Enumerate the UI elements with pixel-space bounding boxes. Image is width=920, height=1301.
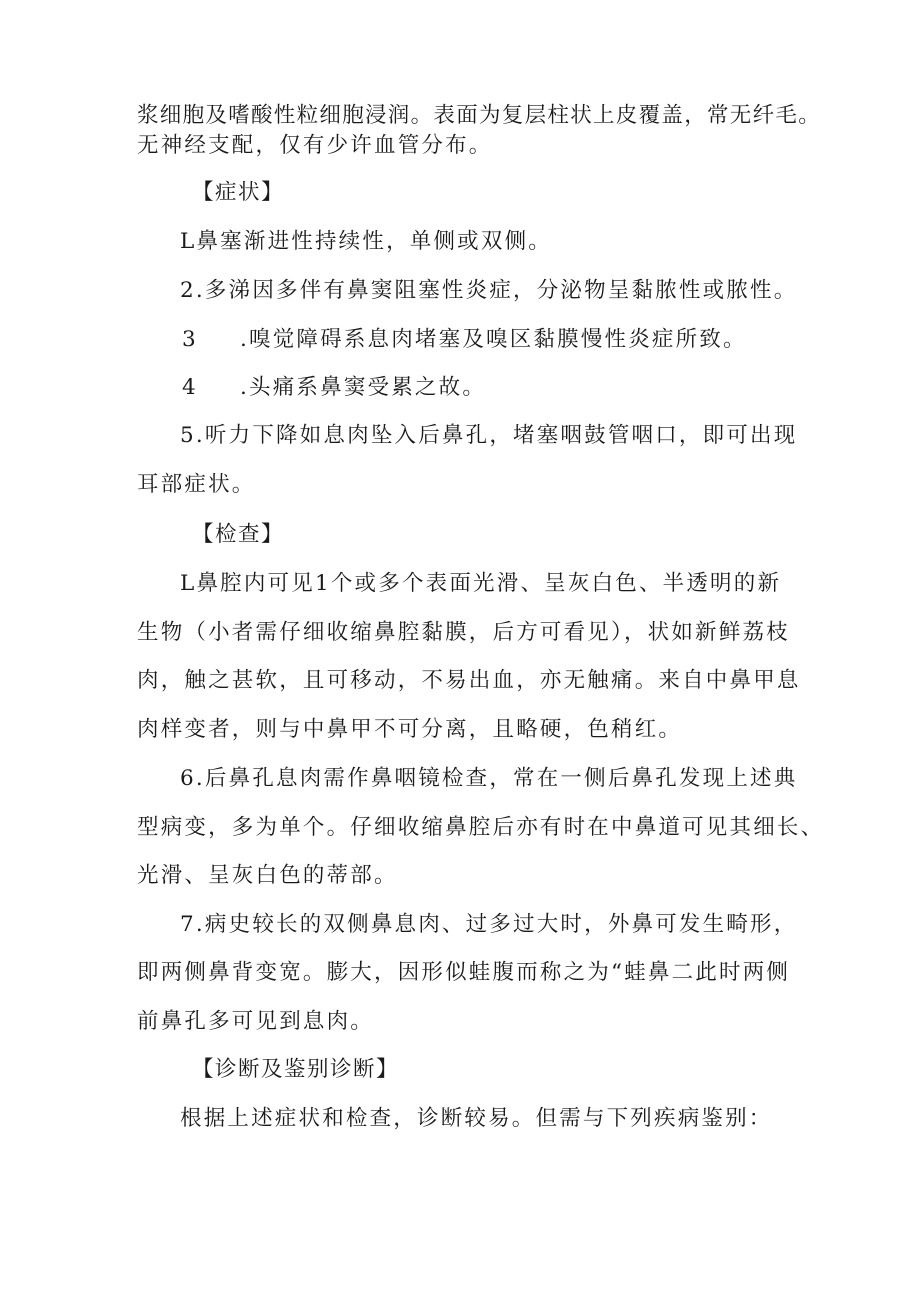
section-heading-symptoms: 【症状】 [192, 180, 285, 205]
list-item: 5.听力下降如息肉坠入后鼻孔，堵塞咽鼓管咽口，即可出现 [180, 423, 798, 448]
paragraph-line: 无神经支配，仅有少许血管分布。 [137, 133, 493, 158]
paragraph-line: 即两侧鼻背变宽。膨大，因形似蛙腹而称之为“蛙鼻二此时两侧 [137, 960, 791, 985]
list-item: .头痛系鼻窦受累之故。 [240, 375, 487, 400]
list-item: .嗅觉障碍系息肉堵塞及嗅区黏膜慢性炎症所致。 [240, 327, 747, 352]
paragraph-line: 肉，触之甚软，且可移动，不易出血，亦无触痛。来自中鼻甲息 [137, 668, 801, 693]
paragraph-line: 型病变，多为单个。仔细收缩鼻腔后亦有时在中鼻道可见其细长、 [137, 815, 825, 840]
paragraph-line: 前鼻孔多可见到息肉。 [137, 1009, 375, 1034]
paragraph-line: 耳部症状。 [137, 472, 256, 497]
list-item: L鼻腔内可见1个或多个表面光滑、呈灰白色、半透明的新 [180, 571, 782, 596]
list-item: L鼻塞渐进性持续性，单侧或双侧。 [180, 229, 552, 254]
paragraph-line: 光滑、呈灰白色的蒂部。 [137, 863, 398, 888]
paragraph-line: 生物（小者需仔细收缩鼻腔黏膜，后方可看见），状如新鲜荔枝 [137, 620, 790, 645]
list-item-number: 3 [182, 327, 198, 352]
list-item: 6.后鼻孔息肉需作鼻咽镜检查，常在一侧后鼻孔发现上述典 [180, 766, 798, 791]
section-heading-examination: 【检查】 [192, 522, 285, 547]
paragraph-line: 根据上述症状和检查，诊断较易。但需与下列疾病鉴别： [180, 1106, 773, 1131]
list-item-number: 4 [182, 375, 198, 400]
section-heading-diagnosis: 【诊断及鉴别诊断】 [192, 1057, 400, 1082]
list-item: 2.多涕因多伴有鼻窦阻塞性炎症，分泌物呈黏脓性或脓性。 [180, 278, 798, 303]
paragraph-line: 肉样变者，则与中鼻甲不可分离，且略硬，色稍红。 [137, 717, 683, 742]
paragraph-line: 浆细胞及嗜酸性粒细胞浸润。表面为复层柱状上皮覆盖，常无纤毛。 [137, 103, 822, 128]
list-item: 7.病史较长的双侧鼻息肉、过多过大时，外鼻可发生畸形， [180, 912, 798, 937]
